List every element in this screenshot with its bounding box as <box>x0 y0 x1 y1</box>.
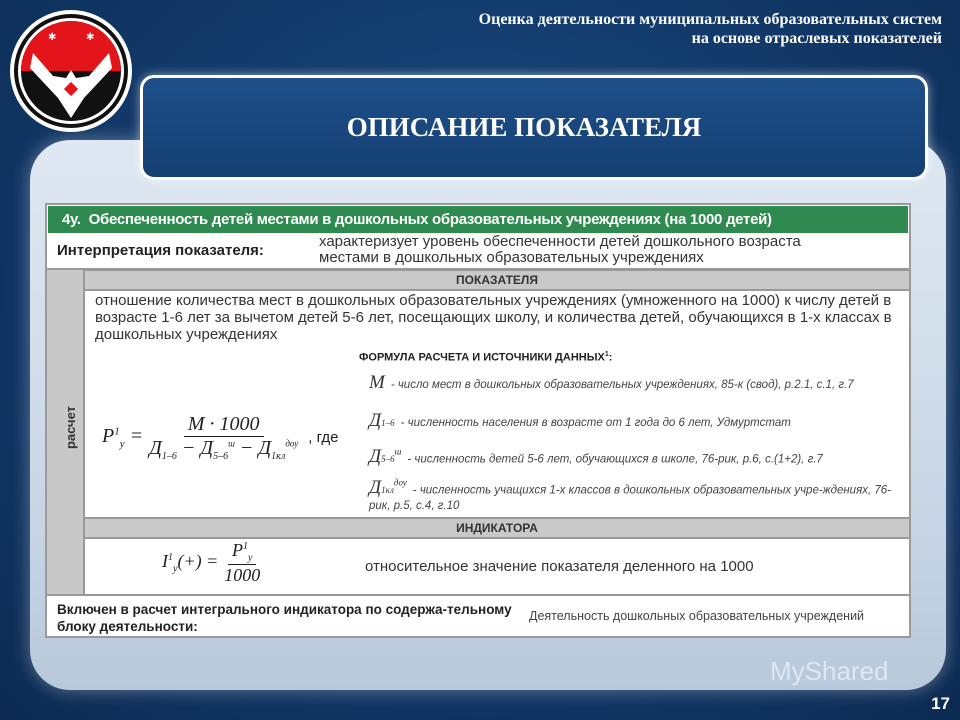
calculation-label: расчет <box>63 405 79 450</box>
source-item <box>369 372 909 393</box>
interpretation-line-1: характеризует уровень обеспеченности детей дошкольного возраста <box>319 233 801 250</box>
source-item <box>369 444 929 467</box>
source-text: - численность населения в возрасте от 1 года до 6 лет, Удмуртстат <box>400 417 791 429</box>
presentation-header <box>479 10 942 48</box>
symbol-sub: 5–6 <box>381 454 395 465</box>
udmurtia-emblem <box>8 8 134 134</box>
symbol-sub: 1кл <box>381 485 394 496</box>
svg-text:✱: ✱ <box>86 32 95 43</box>
page-number: 17 <box>931 694 950 713</box>
symbol-sup: доу <box>393 478 407 488</box>
symbol-sup: ш <box>394 447 402 457</box>
symbol: Д <box>369 446 382 468</box>
indicator-text: относительное значение показателя деленного на 1000 <box>365 558 754 575</box>
symbol: Д <box>369 477 382 499</box>
indicator-table <box>45 203 911 638</box>
indicator-name-row <box>48 206 908 233</box>
header-line-1: Оценка деятельности муниципальных образовательных систем <box>478 11 942 28</box>
interpretation-label: Интерпретация показателя: <box>57 242 264 259</box>
watermark: MyShared <box>770 656 889 686</box>
footnote-mark: 1 <box>604 351 609 358</box>
source-item <box>369 410 909 431</box>
svg-text:✱: ✱ <box>48 32 57 43</box>
header-line-2: на основе отраслевых показателей <box>691 30 942 47</box>
formula-heading-text: ФОРМУЛА РАСЧЕТА И ИСТОЧНИКИ ДАННЫХ <box>359 351 605 364</box>
formula-where: , где <box>308 429 339 446</box>
formula-heading: ФОРМУЛА РАСЧЕТА И ИСТОЧНИКИ ДАННЫХ$^1$: <box>359 351 613 364</box>
indicator-formula: $I^1_y(+)$ = $\frac{P^1_y}{1000}$ <box>162 540 261 585</box>
section-indicator2-header: ИНДИКАТОРА <box>85 517 909 539</box>
integral-row <box>47 594 909 638</box>
interpretation-line-2: местами в дошкольных образовательных учреждениях <box>319 249 704 266</box>
source-text: - численность учащихся 1-х классов в дошкольных образовательных учре-ждениях, 76-рик, р.5, с.4, г.10 <box>369 484 891 513</box>
formula: $P^1_y$ = $\frac{M \cdot 1000}{Д_{1-6} - Д_{5-6}^ш - Д_{1кл}^{доу}}$ , где <box>102 413 339 462</box>
symbol: Д <box>369 410 382 431</box>
indicator-description: отношение количества мест в дошкольных образовательных учреждениях (умноженного на 1000) к числу детей в возрасте 1-6 лет за вычетом детей 5-6 лет, посещающих школу, и количества детей, обучающихся в 1-х классах в дошкольных учреждениях <box>95 292 892 343</box>
calculation-side-column <box>47 270 85 595</box>
integral-value: Деятельность дошкольных образовательных учреждений <box>529 609 865 623</box>
slide-title: ОПИСАНИЕ ПОКАЗАТЕЛЯ <box>346 112 702 142</box>
symbol-sub: 1–6 <box>381 418 395 428</box>
integral-label: Включен в расчет интегрального индикатора по содержа-тельному блоку деятельности: <box>57 602 512 634</box>
interpretation-row <box>47 233 909 270</box>
source-item <box>369 475 909 514</box>
symbol: M <box>369 372 385 393</box>
title-box <box>140 75 928 180</box>
section-indicator-header: ПОКАЗАТЕЛЯ <box>85 269 909 291</box>
source-text: - число мест в дошкольных образовательных учреждениях, 85-к (свод), р.2.1, с.1, г.7 <box>390 379 854 391</box>
source-text: - численность детей 5-6 лет, обучающихся в школе, 76-рик, р.6, с.(1+2), г.7 <box>407 453 823 466</box>
indicator-name: Обеспеченность детей местами в дошкольных образовательных учреждениях (на 1000 детей) <box>88 211 772 228</box>
indicator-code: 4у. <box>62 211 81 228</box>
